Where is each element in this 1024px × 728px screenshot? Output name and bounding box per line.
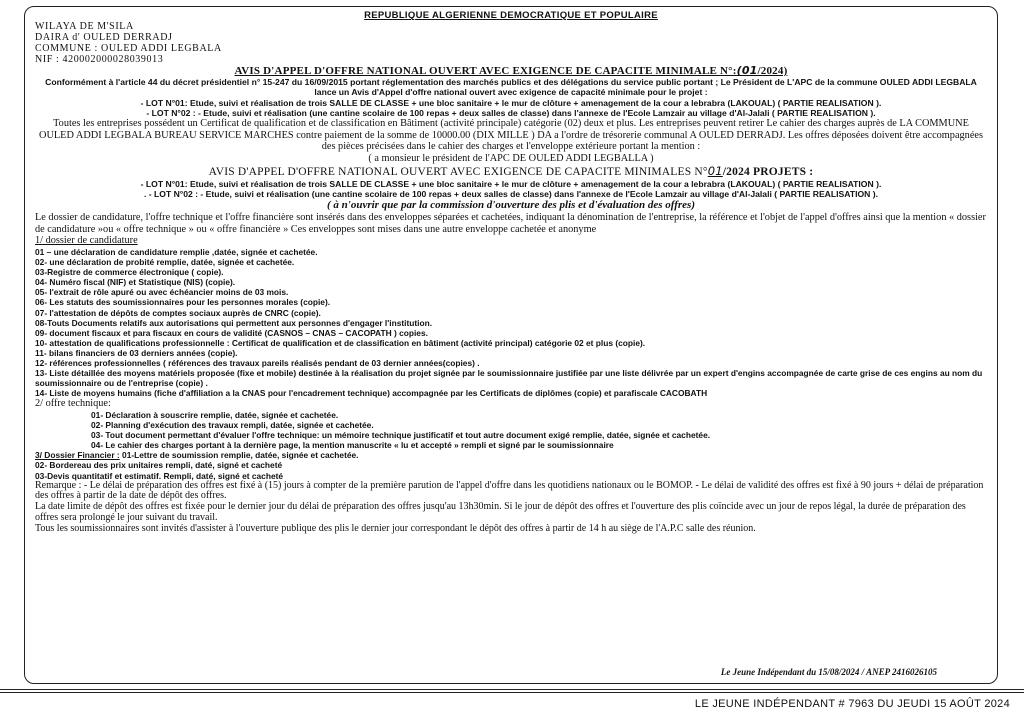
- remark-paragraph: Tous les soumissionnaires sont invités d'assister à l'ouverture publique des plis le dernier jour correspondant le dépôt des offres à partir de 14 h au siège de l'A.P.C salle des réunion.: [35, 522, 756, 534]
- republic-header: REPUBLIQUE ALGERIENNE DEMOCRATIQUE ET POPULAIRE: [364, 10, 658, 21]
- divider: [0, 689, 1024, 690]
- list-item: 10- attestation de qualifications professionnelle : Certificat de qualification et de classification en bâtiment (activité principal) catégorie 02 et plus (copie).: [35, 337, 646, 348]
- list-item: 13- Liste détaillée des moyens matériels proposée (fixe et mobile) destinée à la réalisation du projet signée par le soumissionnaire justifiée par une liste délivrée par un expert d'engins accompagnée de carte grise de ces engins au nom du soumissionnaire ou de l'entreprise (copie) .: [35, 368, 983, 389]
- list-item: 03-Devis quantitatif et estimatif. Rempli, daté, signé et cacheté: [35, 470, 284, 481]
- list-item: 07- l'attestation de dépôts de comptes sociaux auprès de CNRC (copie).: [35, 307, 321, 318]
- list-item: 05- l'extrait de rôle apuré ou avec échéancier moins de 03 mois.: [35, 287, 289, 298]
- issuer-block: [35, 21, 987, 65]
- second-notice-title: AVIS D'APPEL D'OFFRE NATIONAL OUVERT AVEC EXIGENCE DE CAPACITE MINIMALES N°01/2024 PROJETS :: [208, 163, 814, 178]
- technique-list: [35, 410, 987, 450]
- lot-02: . - LOT N°02 : - Etude, suivi et réalisation (une cantine scolaire de 100 repas + deux salles de classe) dans l'annexe de l'Ecole Lamzair au village d'Al-Jalali ( PARTIE REALISATION ).: [144, 188, 878, 199]
- first-notice-intro: Conformément à l'article 44 du décret présidentiel n° 15-247 du 16/09/2015 portant réglementation des marchés publics et des délégations du service public portant ; Le Président de L'APC de la commune OULED ADDI LEGBALA lance un Avis d'Appel d'offre national ouvert avec exigence de capacité minimale pour le projet :: [45, 77, 977, 98]
- financier-heading-row: 3/ Dossier Financier : 01-Lettre de soumission remplie, datée, signée et cachetée.: [35, 450, 359, 461]
- candidature-list: [35, 247, 987, 398]
- tender-notice: [24, 6, 998, 684]
- list-item: 06- Les statuts des soumissionnaires pour les personnes morales (copie).: [35, 297, 331, 308]
- list-item: 02- Planning d'exécution des travaux rempli, datée, signée et cachetée.: [91, 420, 374, 431]
- list-item: 01- Déclaration à souscrire remplie, datée, signée et cachetée.: [91, 409, 339, 420]
- envelope-mention: ( a monsieur le président de l'APC DE OULED ADDI LEGBALLA ): [368, 152, 654, 164]
- list-item: 11- bilans financiers de 03 derniers années (copie).: [35, 347, 238, 358]
- list-item: 02- une déclaration de probité remplie, datée, signée et cachetée.: [35, 257, 295, 268]
- conditions-text: Toutes les entreprises possédent un Certificat de qualification et de classification en Bâtiment (activité principale) catégorie (02) deux et plus. Les entreprises peuvent retirer Le cahier des charges auprès de LA COMMUNE OULED ADDI LEGBALA BUREAU SERVICE MARCHES contre paiement de la somme de 10000.00 (DIX MILLE ) DA a l'ordre de trésorerie communal A OULED DERRADJ. Les offres déposées doivent être accompagnées des pièces précisées dans le cahier des charges et l'enveloppe extérieure portant la mention :: [39, 118, 983, 153]
- first-notice-title: AVIS D'APPEL D'OFFRE NATIONAL OUVERT AVEC EXIGENCE DE CAPACITE MINIMALE N°:(01/2024): [234, 64, 788, 77]
- list-item: 09- document fiscaux et para fiscaux en cours de validité (CASNOS – CNAS – CACOPATH ) copies.: [35, 327, 428, 338]
- handwritten-number: 01: [707, 163, 723, 178]
- lot-01: - LOT N°01: Etude, suivi et réalisation de trois SALLE DE CLASSE + une bloc sanitaire + le mur de clôture + amenagement de la cour a lebrabra (LAKOUAL) ( PARTIE REALISATION ).: [140, 178, 882, 189]
- list-item: 08-Touts Documents relatifs aux autorisations qui permettent aux personnes d'engager l'institution.: [35, 317, 433, 328]
- dossier-intro: Le dossier de candidature, l'offre technique et l'offre financière sont insérés dans des enveloppes séparées et cachetées, indiquant la dénomination de l'entreprise, la référence et l'objet de l'appel d'offres ainsi que la mention « dossier de candidature »ou « offre technique » ou « offre financière » Ces enveloppes sont mises dans une autre enveloppe cachetée et anonyme: [35, 212, 986, 235]
- candidature-heading: 1/ dossier de candidature: [35, 235, 138, 247]
- list-item: 03- Tout document permettant d'évaluer l'offre technique: un mémoire technique justificatif et tout autre document exigé remplie, datée, signée et cachetée.: [91, 430, 711, 441]
- list-item: 01 – une déclaration de candidature remplie ,datée, signée et cachetée.: [35, 246, 318, 257]
- remark-paragraph: Remarque : - Le délai de préparation des offres est fixé à (15) jours à compter de la première parution de l'appel d'offre dans les quotidiens nationaux ou le BOMOP. - Le délai de validité des offres est fixé à 90 jours + délai de préparation des offres à partir de la date de dépôt des offres.: [35, 479, 984, 502]
- lot-02: - LOT N°02 : - Etude, suivi et réalisation (une cantine scolaire de 100 repas + deux salles de classe) dans l'annexe de l'Ecole Lamzair au village d'Al-Jalali ( PARTIE REALISATION ).: [146, 107, 876, 118]
- list-item: 04- Numéro fiscal (NIF) et Statistique (NIS) (copie).: [35, 277, 236, 288]
- issuer-line: WILAYA DE M'SILA: [35, 21, 134, 32]
- handwritten-number: (01: [736, 64, 758, 77]
- commission-note: ( à n'ouvrir que par la commission d'ouverture des plis et d'évaluation des offres): [326, 199, 695, 212]
- publication-reference: Le Jeune Indépendant du 15/08/2024 / ANEP 2416026105: [720, 667, 937, 677]
- issuer-line: NIF : 420002000028039013: [35, 54, 164, 65]
- lot-01: - LOT N°01: Etude, suivi et réalisation de trois SALLE DE CLASSE + une bloc sanitaire + le mur de clôture + amenagement de la cour a lebrabra (LAKOUAL) ( PARTIE REALISATION ).: [140, 97, 882, 108]
- technique-heading: 2/ offre technique:: [35, 398, 111, 410]
- list-item: 04- Le cahier des charges portant à la dernière page, la mention manuscrite « lu et accepté » rempli et signé par le soumissionnaire: [91, 440, 614, 451]
- remark-paragraph: La date limite de dépôt des offres est fixée pour le dernier jour du délai de préparation des offres jusqu'au 13h30min. Si le jour de dépôt des offres et l'ouverture des plis coïncide avec un jour de repos légal, la durée de préparation des offres sera prolongé le jour suivant du travail.: [35, 501, 966, 523]
- issuer-line: COMMUNE : OULED ADDI LEGBALA: [35, 43, 222, 54]
- issuer-line: DAIRA d' OULED DERRADJ: [35, 32, 173, 43]
- divider: [0, 692, 1024, 693]
- newspaper-footer: LE JEUNE INDÉPENDANT # 7963 DU JEUDI 15 AOÛT 2024: [694, 698, 1010, 710]
- list-item: 02- Bordereau des prix unitaires rempli, daté, signé et cacheté: [35, 460, 283, 471]
- list-item: 03-Registre de commerce électronique ( copie).: [35, 267, 224, 278]
- list-item: 12- références professionnelles ( références des travaux pareils réalisés pendant de 03 dernier années(copies) .: [35, 357, 480, 368]
- list-item: 14- Liste de moyens humains (fiche d'affiliation a la CNAS pour l'encadrement technique) accompagnée par les Certificats de diplômes (copie) et parafiscale CACOBATH: [35, 388, 708, 399]
- financier-heading: 3/ Dossier Financier :: [35, 450, 120, 461]
